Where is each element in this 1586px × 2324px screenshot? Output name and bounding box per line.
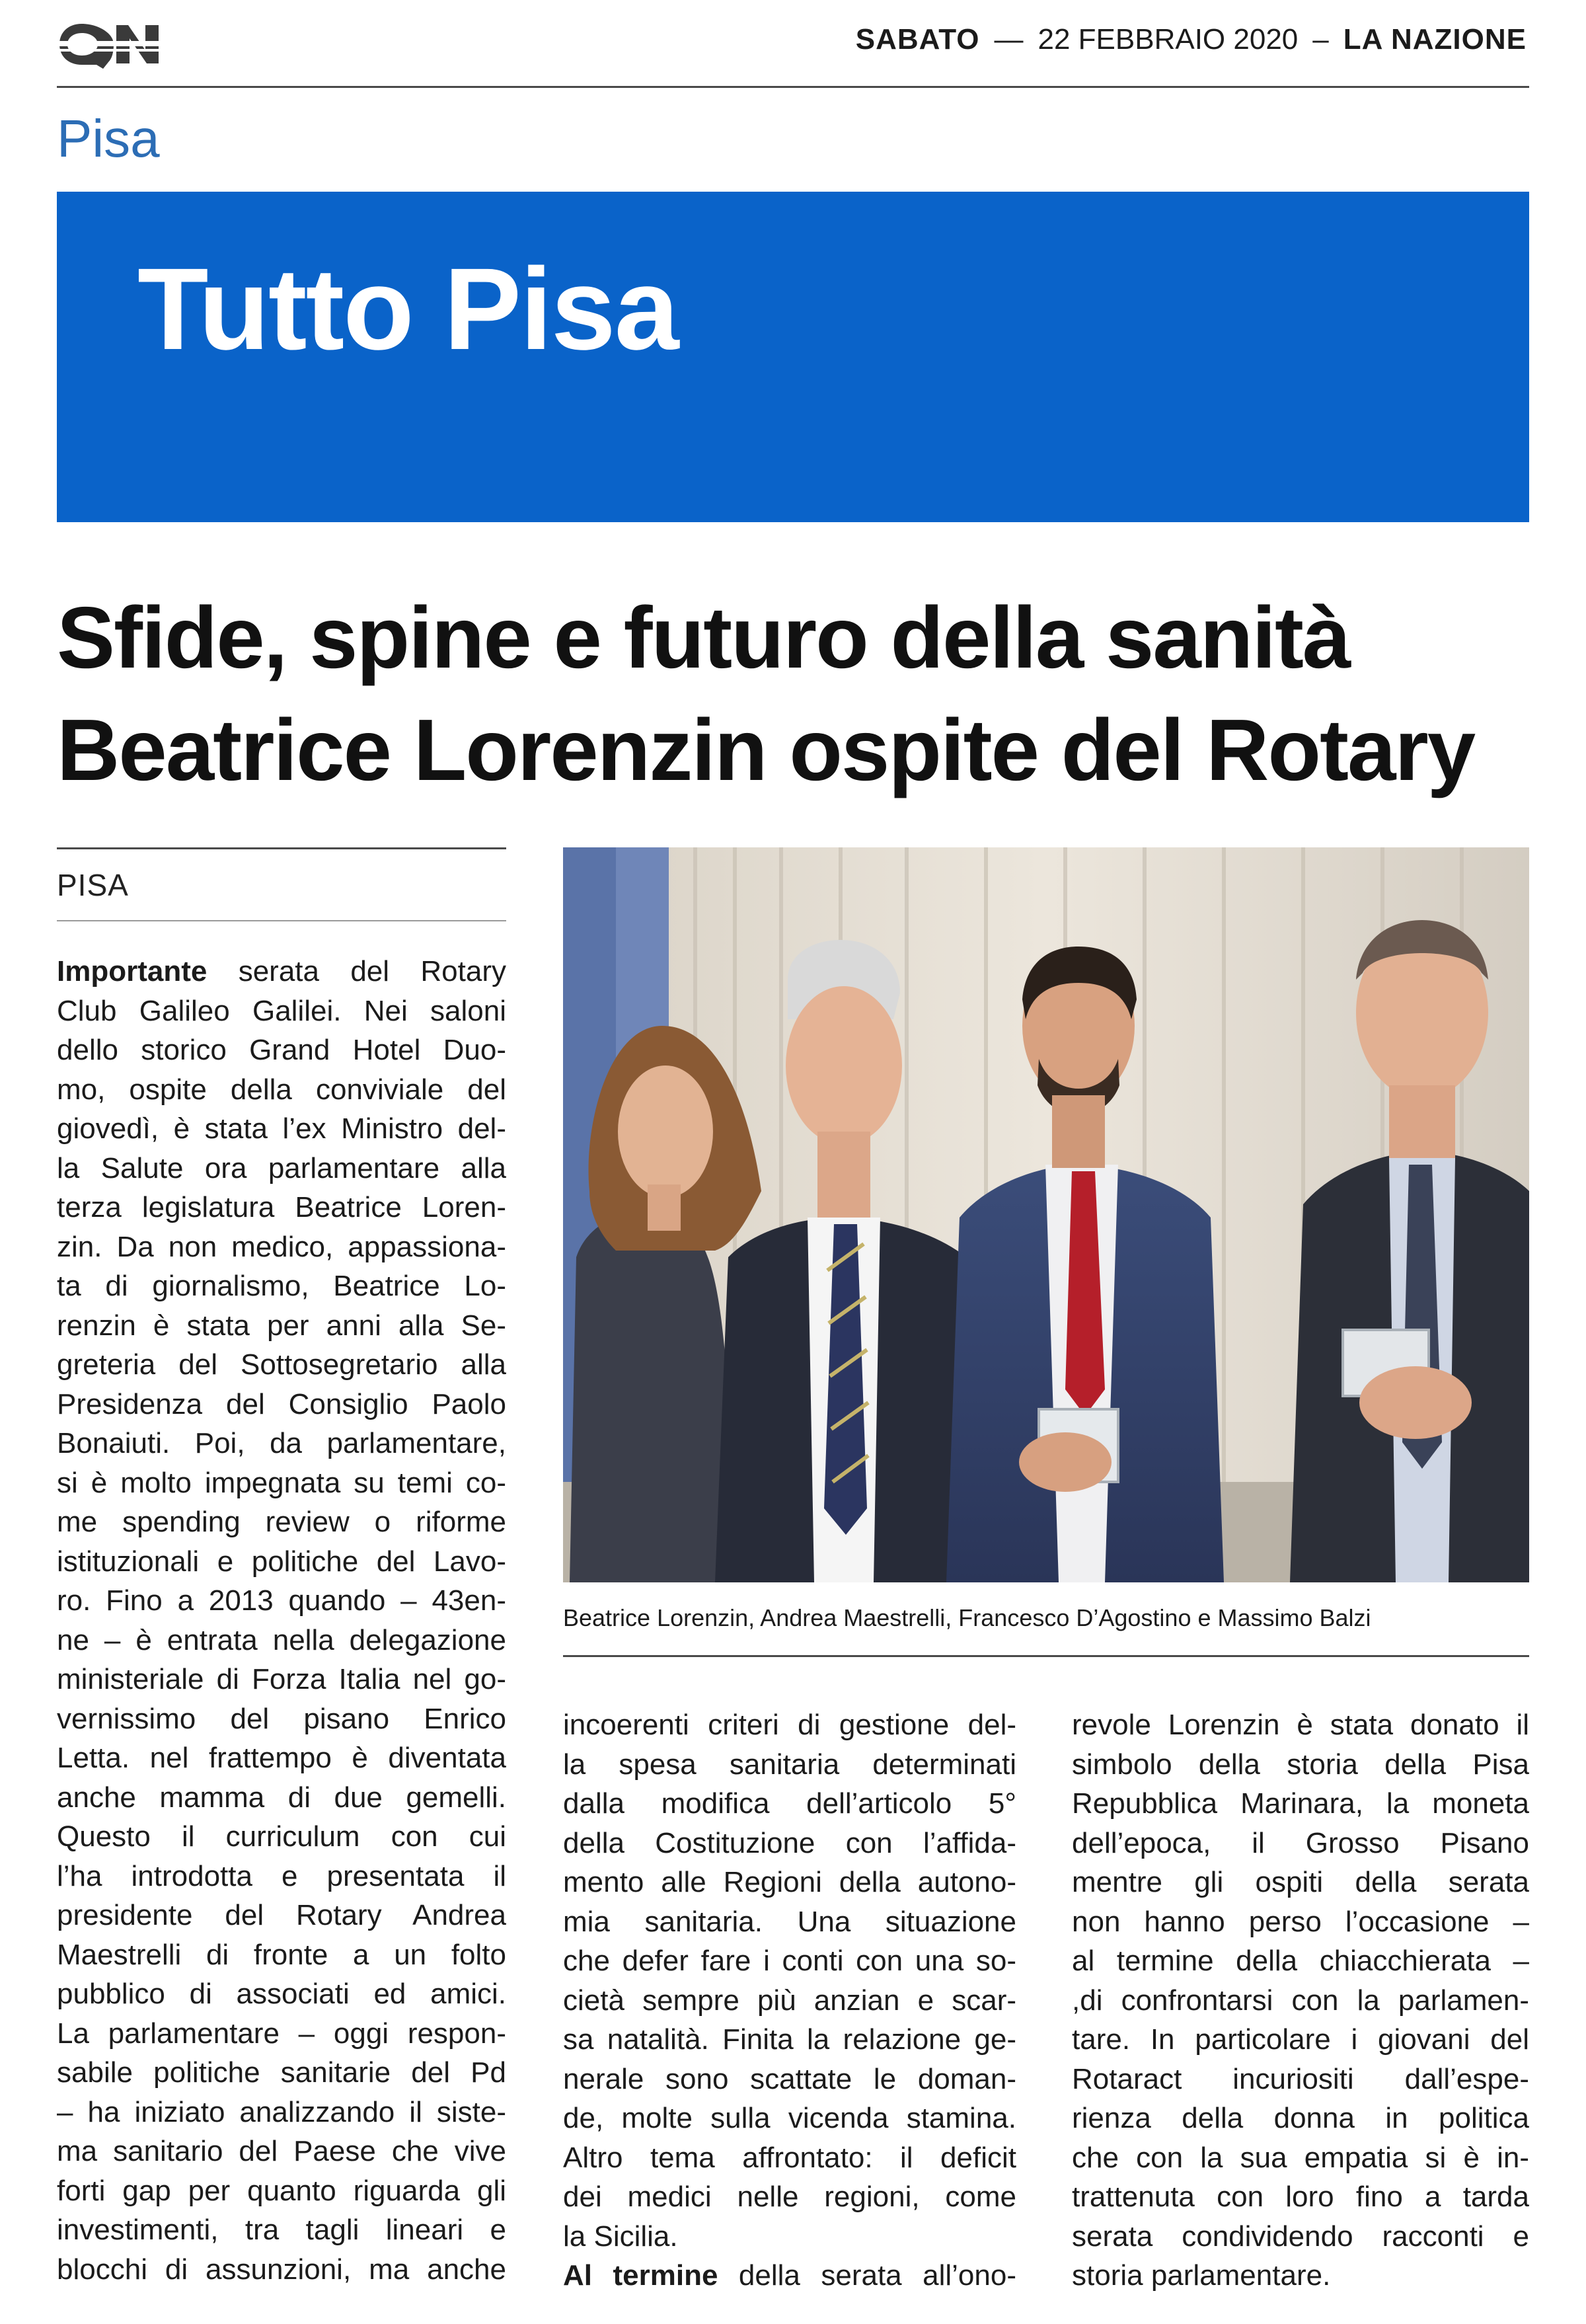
article-text-line: Altro tema affrontato: il deficit xyxy=(563,2141,1016,2174)
lead-word: Importante xyxy=(57,955,208,988)
article-text-line: Bonaiuti. Poi, da parlamentare, xyxy=(57,1427,506,1459)
article-text-line: che con la sua empatia si è in- xyxy=(1072,2141,1529,2174)
article-text-line: Repubblica Marinara, la moneta xyxy=(1072,1787,1529,1820)
article-text-line: Presidenza del Consiglio Paolo xyxy=(57,1387,506,1420)
banner-title: Tutto Pisa xyxy=(137,245,678,374)
article-text-line: forti gap per quanto riguarda gli xyxy=(57,2174,506,2207)
article-text-line: ro. Fino a 2013 quando – 43en- xyxy=(57,1584,506,1617)
article-text-line: Questo il curriculum con cui xyxy=(57,1820,506,1853)
article-text-line: zin. Da non medico, appassiona- xyxy=(57,1230,506,1263)
article-text-line: ma sanitario del Paese che vive xyxy=(57,2135,506,2167)
article-text-line: me spending review o riforme xyxy=(57,1506,506,1538)
article-text-line: della Costituzione con l’affida- xyxy=(563,1826,1016,1859)
photo-caption: Beatrice Lorenzin, Andrea Maestrelli, Francesco D’Agostino e Massimo Balzi xyxy=(563,1604,1371,1631)
article-text-line: vernissimo del pisano Enrico xyxy=(57,1702,506,1735)
article-text-line: terza legislatura Beatrice Loren- xyxy=(57,1191,506,1223)
masthead-dateline xyxy=(856,20,1527,59)
column-rule xyxy=(57,847,506,849)
article-text-line: simbolo della storia della Pisa xyxy=(1072,1748,1529,1781)
article-text-line: ne – è entrata nella delegazione xyxy=(57,1623,506,1656)
article-text-line: ta di giornalismo, Beatrice Lo- xyxy=(57,1270,506,1302)
article-text-line: si è molto impegnata su temi co- xyxy=(57,1466,506,1499)
paragraph-lead-word: Al termine xyxy=(563,2259,718,2292)
article-text-line: dalla modifica dell’articolo 5° xyxy=(563,1787,1016,1820)
article-text-line: Rotaract incuriositi dall’espe- xyxy=(1072,2062,1529,2095)
masthead-dash-2: – xyxy=(1312,23,1329,56)
caption-rule xyxy=(563,1655,1529,1657)
article-text-line: La parlamentare – oggi respon- xyxy=(57,2017,506,2050)
article-text-line: Letta. nel frattempo è diventata xyxy=(57,1742,506,1774)
article-text-line: mentre gli ospiti della serata xyxy=(1072,1866,1529,1898)
dateline-rule xyxy=(57,920,506,921)
masthead-date: 22 FEBBRAIO 2020 xyxy=(1038,23,1299,56)
article-text-line: sabile politiche sanitarie del Pd xyxy=(57,2056,506,2089)
article-headline xyxy=(57,582,1537,806)
article-text-line: rienza della donna in politica xyxy=(1072,2102,1529,2134)
article-text-line: storia parlamentare. xyxy=(1072,2259,1331,2292)
article-text-line: mo, ospite della conviviale del xyxy=(57,1073,506,1106)
article-text-line: blocchi di assunzioni, ma anche xyxy=(57,2253,506,2286)
article-text-line: serata condividendo racconti e xyxy=(1072,2220,1529,2253)
article-text-line: incoerenti criteri di gestione del- xyxy=(563,1709,1016,1741)
article-text-line: istituzionali e politiche del Lavo- xyxy=(57,1545,506,1578)
article-text-line: al termine della chiacchierata – xyxy=(1072,1945,1529,1977)
article-text-line: cietà sempre più anzian e scar- xyxy=(563,1984,1016,2017)
headline-line-2: Beatrice Lorenzin ospite del Rotary xyxy=(57,701,1475,798)
article-text-line: Importante serata del Rotary xyxy=(57,955,506,988)
article-text-line: pubblico di associati ed amici. xyxy=(57,1978,506,2010)
article-text-line: Al termine della serata all’ono- xyxy=(563,2259,1016,2292)
article-column-3 xyxy=(1072,1705,1529,2296)
article-text-line: Club Galileo Galilei. Nei saloni xyxy=(57,994,506,1027)
section-label: Pisa xyxy=(57,109,160,168)
article-text-line: mia sanitaria. Una situazione xyxy=(563,1905,1016,1938)
article-dateline: PISA xyxy=(57,868,129,902)
qn-logo xyxy=(57,20,163,69)
article-text-line: dell’epoca, il Grosso Pisano xyxy=(1072,1826,1529,1859)
article-text-line: Maestrelli di fronte a un folto xyxy=(57,1938,506,1971)
group-photo xyxy=(563,847,1529,1582)
article-text-line: la Sicilia. xyxy=(563,2220,678,2253)
article-text-line: ministeriale di Forza Italia nel go- xyxy=(57,1663,506,1695)
article-text-line: che defer fare i conti con una so- xyxy=(563,1945,1016,1977)
article-text-line: mento alle Regioni della autono- xyxy=(563,1866,1016,1898)
article-text-line: investimenti, tra tagli lineari e xyxy=(57,2214,506,2246)
article-text-line: la Salute ora parlamentare alla xyxy=(57,1151,506,1184)
article-text-line: nerale sono scattate le doman- xyxy=(563,2062,1016,2095)
article-text-line: ,di confrontarsi con la parlamen- xyxy=(1072,1984,1529,2017)
article-column-2 xyxy=(563,1705,1016,2296)
article-text-line: renzin è stata per anni alla Se- xyxy=(57,1309,506,1342)
article-text-line: de, molte sulla vicenda stamina. xyxy=(563,2102,1016,2134)
article-column-1 xyxy=(57,952,506,2289)
article-text-line: sa natalità. Finita la relazione ge- xyxy=(563,2023,1016,2056)
article-text-line: dello storico Grand Hotel Duo- xyxy=(57,1034,506,1066)
article-text-line: la spesa sanitaria determinati xyxy=(563,1748,1016,1781)
article-text-line: dei medici nelle regioni, come xyxy=(563,2181,1016,2213)
masthead-rule xyxy=(57,86,1529,88)
masthead-newspaper: LA NAZIONE xyxy=(1343,23,1527,56)
article-text-line: giovedì, è stata l’ex Ministro del- xyxy=(57,1112,506,1145)
headline-line-1: Sfide, spine e futuro della sanità xyxy=(57,589,1350,686)
article-text-line: anche mamma di due gemelli. xyxy=(57,1781,506,1814)
article-text-line: trattenuta con loro fino a tarda xyxy=(1072,2181,1529,2213)
section-banner xyxy=(57,192,1529,522)
masthead-day: SABATO xyxy=(855,23,980,56)
article-text-line: l’ha introdotta e presentata il xyxy=(57,1859,506,1892)
article-text-line: – ha iniziato analizzando il siste- xyxy=(57,2095,506,2128)
article-text-line: tare. In particolare i giovani del xyxy=(1072,2023,1529,2056)
article-text-line: non hanno perso l’occasione – xyxy=(1072,1905,1529,1938)
article-text-line: presidente del Rotary Andrea xyxy=(57,1899,506,1931)
article-text-line: revole Lorenzin è stata donato il xyxy=(1072,1709,1529,1741)
masthead-dash: — xyxy=(994,23,1024,56)
article-text-line: greteria del Sottosegretario alla xyxy=(57,1348,506,1381)
